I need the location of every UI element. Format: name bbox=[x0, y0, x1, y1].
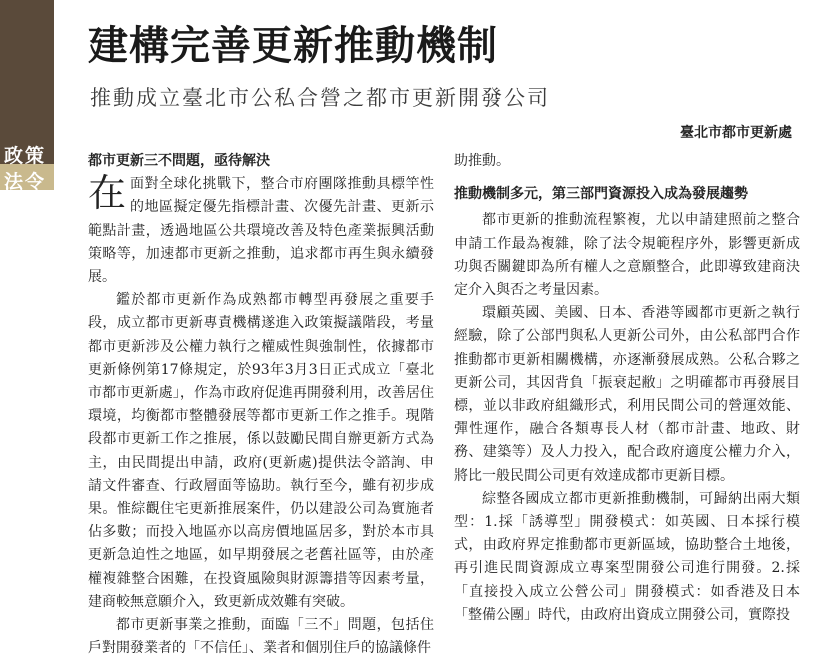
right-section-heading: 推動機制多元，第三部門資源投入成為發展趨勢 bbox=[454, 186, 748, 203]
sidebar-color-block bbox=[0, 0, 54, 138]
article-subtitle: 推動成立臺北市公私合營之都市更新開發公司 bbox=[90, 86, 550, 110]
right-paragraph-0: 助推動。 bbox=[454, 153, 510, 169]
left-paragraph-2: 鑑於都市更新作為成熟都市轉型再發展之重要手段，成立都市更新專責機構遂進入政策擬議階段，考量都市更新涉及公權力執行之權威性與強制性，依據都市更新條例第17條規定，於93年3月3日正式成立「臺北市都市更新處」，作為市政府促進再開發利用，改善居住環境，均衡都市整體發展等都市更新工作之推手。現階段都市更新工作之推展，係以鼓勵民間自辦更新方式為主，由民間提出申請，政府(更新處)提供法令諮詢、申請文件審查、行政層面等協助。執行至今，雖有初步成果。惟綜觀住宅更新推展案件，仍以建設公司為實施者佔多數；而投入地區亦以高房價地區居多，對於本市具更新急迫性之地區，如早期發展之老舊社區等，由於產權複雜整合困難，在投資風險與財源籌措等因素考量，建商較無意願介入，致更新成效難有突破。 bbox=[88, 292, 434, 610]
article-department: 臺北市都市更新處 bbox=[680, 125, 792, 141]
section-tag-label-1: 政策 bbox=[4, 145, 47, 167]
right-paragraph-3: 綜整各國成立都市更新推動機制，可歸納出兩大類型：1.採「誘導型」開發模式：如英國、日本採行模式，由政府界定推動都市更新區域，協助整合土地後，再引進民間資源成立專案型開發公司進行開發。2.採「直接投入成立公營公司」開發模式：如香港及日本「整備公團」時代，由政府出資成立開發公司，實際投 bbox=[454, 490, 800, 623]
article-title: 建構完善更新推動機制 bbox=[88, 23, 498, 69]
section-tag-label-2: 法令 bbox=[4, 171, 47, 193]
left-paragraph-1-text: 面對全球化挑戰下，整合市府團隊推動具標竿性的地區擬定優先指標計畫、次優先計畫、更新示範點計畫，透過地區公共環境改善及特色產業振興活動策略等，加速都市更新之推動，追求都市再生與永續發展。 bbox=[88, 176, 434, 286]
right-paragraph-2: 環顧英國、美國、日本、香港等國都市更新之執行經驗，除了公部門與私人更新公司外，由公私部門合作推動都市更新相關機構，亦逐漸發展成熟。公私合夥之更新公司，其因背負「振衰起敝」之明確都市再發展目標，並以非政府組織形式，利用民間公司的營運效能、彈性運作，融合各類專長人材（都市計畫、地政、財務、建築等）及人力投入，配合政府適度公權力介入，將比一般民間公司更有效達成都市更新目標。 bbox=[454, 305, 800, 484]
left-paragraph-3: 都市更新事業之推動，面臨「三不」問題，包括住戶對開發業者的「不信任」、業者和個別住戶的協議條件 bbox=[88, 617, 434, 657]
dropcap: 在 bbox=[88, 171, 127, 216]
left-column bbox=[88, 150, 434, 660]
right-column bbox=[454, 150, 800, 627]
section-sidebar bbox=[0, 0, 54, 568]
left-section-heading: 都市更新三不問題，亟待解決 bbox=[88, 153, 270, 169]
left-paragraph-1 bbox=[88, 173, 434, 289]
right-paragraph-1: 都市更新的推動流程繁複，尤以申請建照前之整合申請工作最為複雜，除了法令規範程序外，影響更新成功與否關鍵即為所有權人之意願整合，此即導致建商決定介入與否之考量因素。 bbox=[454, 212, 800, 299]
